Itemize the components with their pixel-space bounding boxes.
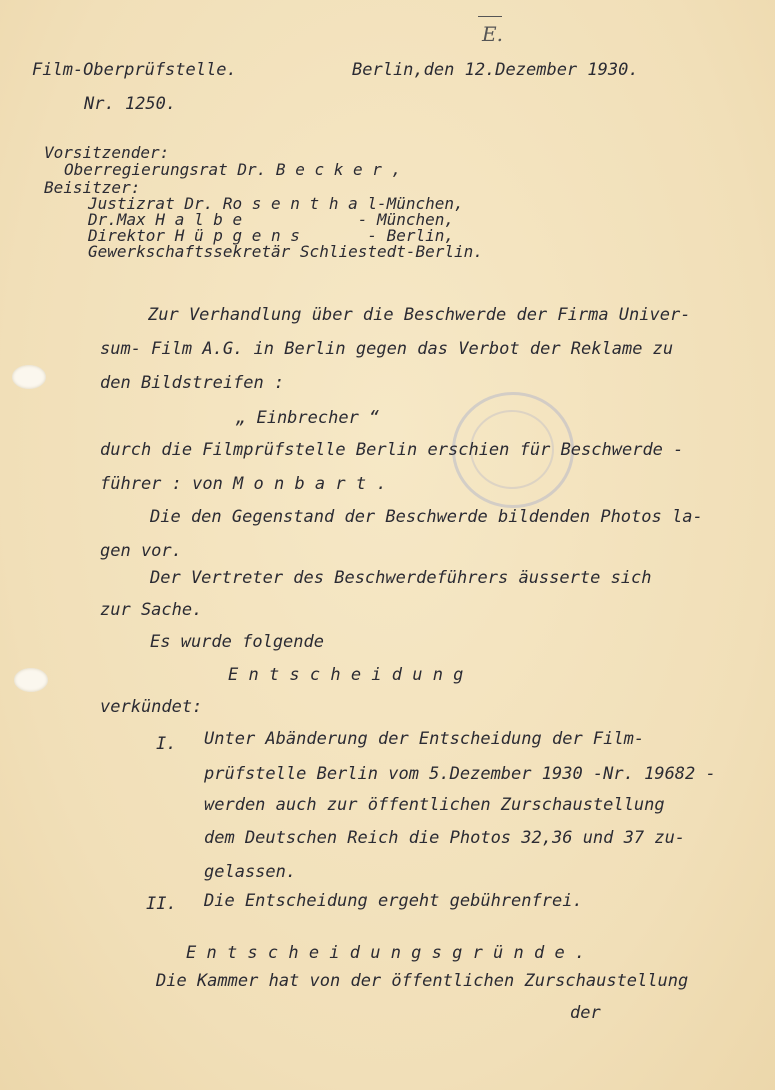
member-1: Justizrat Dr. Ro s e n t h a l-München, bbox=[88, 194, 464, 213]
punch-hole-bottom bbox=[14, 668, 48, 692]
body-line: gen vor. bbox=[100, 541, 182, 561]
corner-mark-line bbox=[478, 16, 502, 17]
body-line: verkündet: bbox=[100, 697, 203, 717]
member-3: Direktor H ü p g e n s - Berlin, bbox=[88, 226, 455, 245]
item-number: I. bbox=[156, 734, 177, 754]
item-number: II. bbox=[146, 894, 177, 914]
item-line: prüfstelle Berlin vom 5.Dezember 1930 -Nr. 19682 - bbox=[204, 764, 716, 784]
chair-label: Vorsitzender: bbox=[44, 143, 170, 162]
body-line: Die den Gegenstand der Beschwerde bildenden Photos la- bbox=[150, 507, 703, 527]
reasons-heading: E n t s c h e i d u n g s g r ü n d e . bbox=[186, 943, 586, 963]
body-line: Zur Verhandlung über die Beschwerde der Firma Univer- bbox=[148, 305, 691, 325]
reasons-line: Die Kammer hat von der öffentlichen Zurschaustellung bbox=[156, 971, 689, 991]
catchword: der bbox=[570, 1003, 601, 1023]
item-line: Unter Abänderung der Entscheidung der Film- bbox=[204, 729, 645, 749]
film-title: „ Einbrecher “ bbox=[236, 408, 380, 428]
members-label: Beisitzer: bbox=[44, 178, 141, 197]
decision-heading: E n t s c h e i d u n g bbox=[228, 665, 464, 685]
item-line: dem Deutschen Reich die Photos 32,36 und 37 zu- bbox=[204, 828, 686, 848]
chair-name: Oberregierungsrat Dr. B e c k e r , bbox=[64, 160, 402, 179]
member-2: Dr.Max H a l b e - München, bbox=[88, 210, 455, 229]
body-line: Der Vertreter des Beschwerdeführers äusserte sich bbox=[150, 568, 652, 588]
item-line: werden auch zur öffentlichen Zurschaustellung bbox=[204, 795, 665, 815]
punch-hole-top bbox=[12, 365, 46, 389]
file-number: Nr. 1250. bbox=[84, 94, 177, 114]
body-line: sum- Film A.G. in Berlin gegen das Verbot der Reklame zu bbox=[100, 339, 674, 359]
item-line: gelassen. bbox=[204, 862, 297, 882]
body-line: führer : von M o n b a r t . bbox=[100, 474, 387, 494]
body-line: den Bildstreifen : bbox=[100, 373, 285, 393]
body-line: Es wurde folgende bbox=[150, 632, 324, 652]
corner-mark: E. bbox=[482, 22, 503, 46]
member-4: Gewerkschaftssekretär Schliestedt-Berlin. bbox=[88, 242, 483, 261]
item-line: Die Entscheidung ergeht gebührenfrei. bbox=[204, 891, 583, 911]
body-line: durch die Filmprüfstelle Berlin erschien für Beschwerde - bbox=[100, 440, 684, 460]
place-date: Berlin,den 12.Dezember 1930. bbox=[352, 60, 639, 80]
office-name: Film-Oberprüfstelle. bbox=[32, 60, 237, 80]
body-line: zur Sache. bbox=[100, 600, 203, 620]
